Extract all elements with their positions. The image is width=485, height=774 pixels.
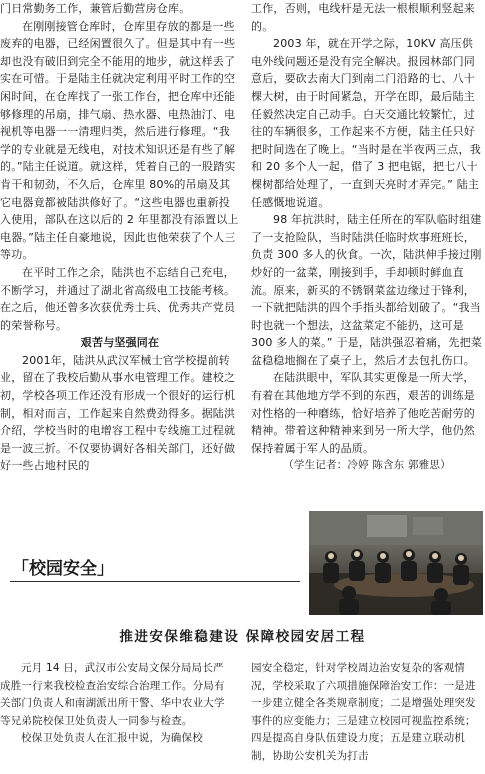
- paragraph: 工作，否则，电线杆是无法一根根顺利竖起来的。: [251, 2, 475, 33]
- paragraph: 在平时工作之余，陆洪也不忘结自己充电，不断学习，并通过了湖北省高级电工技能考核。在之后，他还曾多次获优秀士兵、优秀共产党员的荣誉称号。: [0, 265, 236, 332]
- meeting-photo: [309, 511, 483, 615]
- paragraph: 门日常勤务工作，兼管后勤营房仓库。: [0, 2, 191, 15]
- paragraph: 校保卫处负责人在汇报中说，为确保校: [21, 732, 203, 744]
- section-subheading: 艰苦与坚强同在: [80, 336, 160, 350]
- paragraph: 98 年抗洪时，陆主任所在的军队临时组建了一支抢险队，当时陆洪任临时炊事班班长，负责 300 多人的伙食。一次，陆洪伸手接过刚炒好的一盆菜，刚接到手，手却顿时鲜血直流。原来，新买的不锈钢菜盆边缘过于锋利，一下就把陆洪的四个手指头都给划破了。“我当时也就一个想法，这盆菜定不能扔，这可是 300 多人的菜。” 于是，陆洪强忍着痛，先把菜盆稳稳地搁在了桌子上，然后才去包扎伤口。: [251, 213, 482, 367]
- paragraph: 2001年，陆洪从武汉军械士官学校提前转业，留在了我校后勤从事水电管理工作。建校之初，学校各项工作还没有形成一个很好的运行机制，相对而言，工作起来自然费劲得多。据陆洪介绍，学校当时的电增容工程中专线施工过程就是一波三折。不仅要协调好各相关部门，还好做好一些占地村民的: [0, 353, 236, 473]
- article-headline: 推进安保维稳建设 保障校园安居工程: [119, 629, 366, 645]
- paragraph: 在刚刚接管仓库时，仓库里存放的都是一些废弃的电器，已经闲置很久了。但是其中有一些却也没有破旧到完全不能用的地步，就这样丢了实在可惜。于是陆主任就决定利用平时工作的空闲时间，在仓库找了一张工作台，把仓库中还能够修理的吊扇，排气扇、热水器、电热油汀、电视机等电器一一清理归类，然后进行修理。“我学的专业就是无线电，对技术知识还是有些了解的。”陆主任说道。就这样，凭着自己的一股踏实肯干和韧劲，不久后，仓库里 80%的吊扇及其它电器竟都被陆洪修好了。“这些电器也重新投入使用，部队在这以后的 2 年里都没有添置以上电器。”陆主任自豪地说，因此也他荣获了个人三等功。: [0, 19, 239, 262]
- paragraph: 园安全稳定，针对学校周边治安复杂的客观情况，学校采取了六项措施保障治安工作：一是进一步建立健全各类规章制度；二是增强处理突发事件的应变能力；三是建立校园可视监控系统；四是提高自身队伍建设力度；五是建立联动机制，协助公安机关为打击: [251, 662, 476, 762]
- paragraph: 2003 年，就在开学之际，10KV 高压供电外线问题还是没有完全解决。报园林部门同意后，要砍去南大门到南二门沿路的七、八十棵大树，由于时间紧急，开学在即，最后陆主任毅然决定自己动手。白天交通比较繁忙，过往的车辆很多，工作起来不方便，陆主任只好把时间选在了晚上。“当时是在半夜两三点，我和 20 多个人一起，借了 3 把电锯，把七八十棵树都给处理了，一直到天亮时才弄完。” 陆主任感慨地说道。: [251, 37, 481, 209]
- section-tag: 「校园安全」: [12, 559, 114, 579]
- paragraph: 元月 14 日，武汉市公安局文保分局局长严成胜一行来我校检查治安综合治理工作。分局有关部门负责人和南湖派出所干警、华中农业大学等兄弟院校保卫处负责人一同参与检查。: [0, 662, 225, 727]
- article-left-column: [0, 0, 240, 475]
- news-left-column: [0, 660, 232, 748]
- news-right-column: [251, 660, 483, 765]
- paragraph: 在陆洪眼中，军队其实更像是一所大学，有着在其他地方学不到的东西，艰苦的训练是对性格的一种磨练，恰好培养了他吃苦耐劳的精神。带着这种精神来到另一所大学，他仍然保持着属于军人的品质。: [251, 371, 475, 455]
- reporter-credit: （学生记者：冷婷 陈含东 郭雅思）: [283, 459, 451, 472]
- meeting-photo-illustration: [309, 511, 483, 615]
- article-right-column: [251, 0, 483, 475]
- section-divider: [10, 581, 300, 582]
